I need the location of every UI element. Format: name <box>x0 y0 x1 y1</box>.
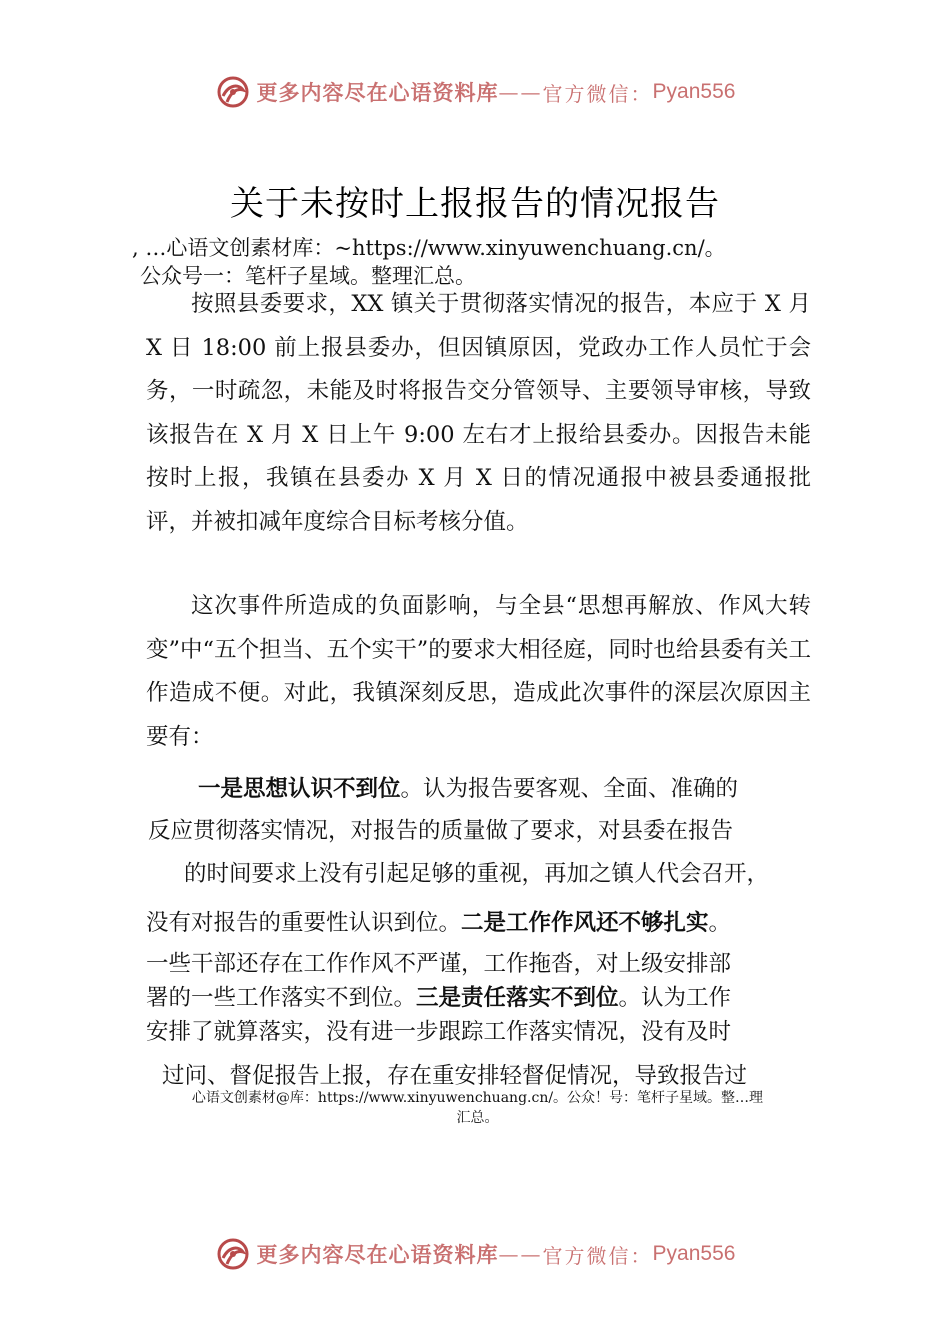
paragraph-3-line-2: 反应贯彻落实情况，对报告的质量做了要求，对县委在报告 <box>148 818 734 844</box>
banner-dash: —— <box>498 80 543 104</box>
banner-wechat-label: 官方微信： <box>542 81 653 106</box>
paragraph-2 <box>146 585 811 759</box>
header-banner <box>0 70 950 114</box>
paragraph-3-line-8: 过问、督促报告上报，存在重安排轻督促情况，导致报告过 <box>162 1063 748 1089</box>
paragraph-3-line-4: 没有对报告的重要性认识到位。二是工作作风还不够扎实。 <box>146 910 732 936</box>
banner-wechat-label: 官方微信： <box>542 1243 653 1268</box>
footer-line-1: 心语文创素材@库：https://www.xinyuwenchuang.cn/。公众！号：笔杆子星域。整…理 <box>191 1090 764 1106</box>
source-line-2: 公众号一：笔杆子星域。整理汇总。 <box>140 264 476 288</box>
banner-dash: —— <box>498 1242 543 1266</box>
paragraph-3-line-7: 安排了就算落实，没有进一步跟踪工作落实情况，没有及时 <box>146 1019 732 1045</box>
banner-main-text: 更多内容尽在心语资料库 <box>256 1242 499 1267</box>
paragraph-3-line-3: 的时间要求上没有引起足够的重视，再加之镇人代会召开， <box>184 861 770 887</box>
point-3-heading: 三是责任落实不到位 <box>416 985 619 1011</box>
source-line-1: , …心语文创素材库：~https://www.xinyuwenchuang.cn/。 <box>132 236 726 260</box>
paragraph-2-text: 这次事件所造成的负面影响，与全县“思想再解放、作风大转变”中“五个担当、五个实干”的要求大相径庭，同时也给县委有关工作造成不便。对此，我镇深刻反思，造成此次事件的深层次原因主要有： <box>146 593 811 750</box>
paragraph-1 <box>146 283 811 544</box>
footer-banner <box>0 1232 950 1276</box>
footer-line-2: 汇总。 <box>456 1110 499 1126</box>
footer-source <box>140 1088 815 1128</box>
swirl-logo-icon <box>215 1236 251 1272</box>
paragraph-3-line-6: 署的一些工作落实不到位。三是责任落实不到位。认为工作 <box>146 985 732 1011</box>
point-2-heading: 二是工作作风还不够扎实 <box>461 910 709 936</box>
swirl-logo-icon <box>215 74 251 110</box>
paragraph-3-line-1: 一是思想认识不到位。认为报告要客观、全面、准确的 <box>198 776 739 802</box>
paragraph-3-line-5: 一些干部还存在工作作风不严谨，工作拖沓，对上级安排部 <box>146 951 732 977</box>
banner-wechat-id: Pyan556 <box>652 1242 736 1265</box>
point-1-heading: 一是思想认识不到位 <box>198 776 401 802</box>
banner-main-text: 更多内容尽在心语资料库 <box>256 80 499 105</box>
paragraph-1-text: 按照县委要求，XX 镇关于贯彻落实情况的报告，本应于 X 月 X 日 18:00 前上报县委办，但因镇原因，党政办工作人员忙于会务，一时疏忽，未能及时将报告交分管领导、主要领导审核，导致该报告在 X 月 X 日上午 9:00 左右才上报给县委办。因报告未能按时上报，我镇在县委办 X 月 X 日的情况通报中被县委通报批评，并被扣减年度综合目标考核分值。 <box>146 291 811 535</box>
banner-wechat-id: Pyan556 <box>652 80 736 103</box>
document-title: 关于未按时上报报告的情况报告 <box>230 184 720 224</box>
